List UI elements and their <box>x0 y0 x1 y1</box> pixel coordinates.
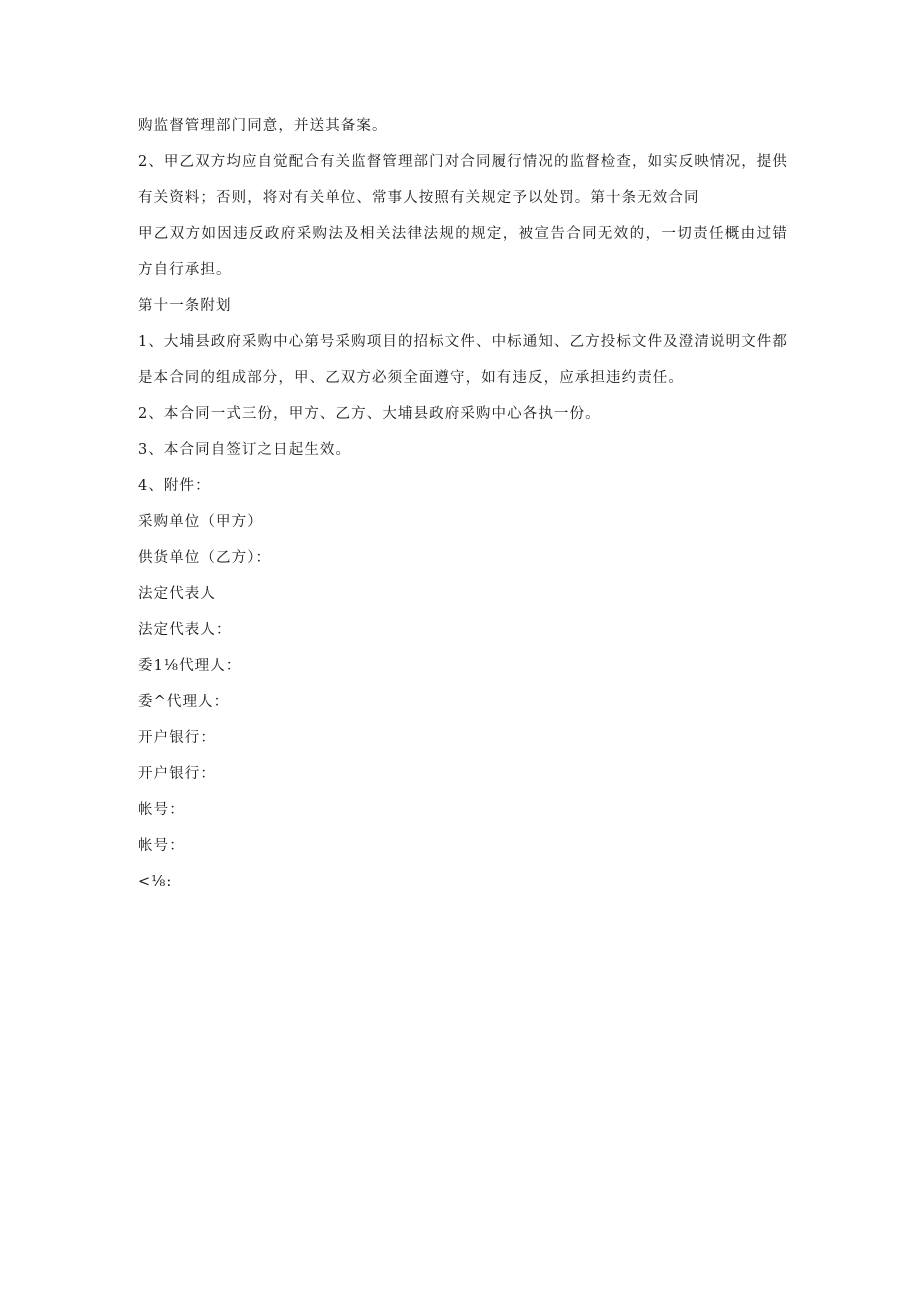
signature-field: 法定代表人 <box>138 586 216 602</box>
text-line: 1、大埔县政府采购中心第号采购项目的招标文件、中标通知、乙方投标文件及澄清说明文件都 <box>138 334 788 350</box>
signature-field: 采购单位（甲方） <box>138 514 263 530</box>
text-line: 有关资料；否则，将对有关单位、常事人按照有关规定予以处罚。第十条无效合同 <box>138 190 700 206</box>
signature-field: 供货单位（乙方）： <box>138 550 272 566</box>
document-body <box>138 108 788 900</box>
signature-field: 委^代理人： <box>138 694 230 710</box>
signature-field: 帐号： <box>138 838 185 854</box>
text-line: 2、甲乙双方均应自觉配合有关监督管理部门对合同履行情况的监督检查，如实反映情况，提供 <box>138 154 788 170</box>
signature-field: <⅛: <box>138 874 173 890</box>
text-line: 甲乙双方如因违反政府采购法及相关法律法规的规定，被宣告合同无效的，一切责任概由过错 <box>138 226 788 242</box>
text-line: 是本合同的组成部分，甲、乙双方必须全面遵守，如有违反，应承担违约责任。 <box>138 370 684 386</box>
signature-field: 法定代表人： <box>138 622 232 638</box>
text-line: 3、本合同自签订之日起生效。 <box>138 442 352 458</box>
text-line: 方自行承担。 <box>138 262 232 278</box>
signature-field: 开户银行： <box>138 730 216 746</box>
signature-field: 帐号： <box>138 802 185 818</box>
section-heading: 第十一条附划 <box>138 298 232 314</box>
signature-field: 委1⅛代理人： <box>138 658 242 674</box>
text-line: 4、附件： <box>138 478 211 494</box>
text-line: 2、本合同一式三份，甲方、乙方、大埔县政府采购中心各执一份。 <box>138 406 601 422</box>
signature-field: 开户银行： <box>138 766 216 782</box>
text-line: 购监督管理部门同意，并送其备案。 <box>138 118 388 134</box>
